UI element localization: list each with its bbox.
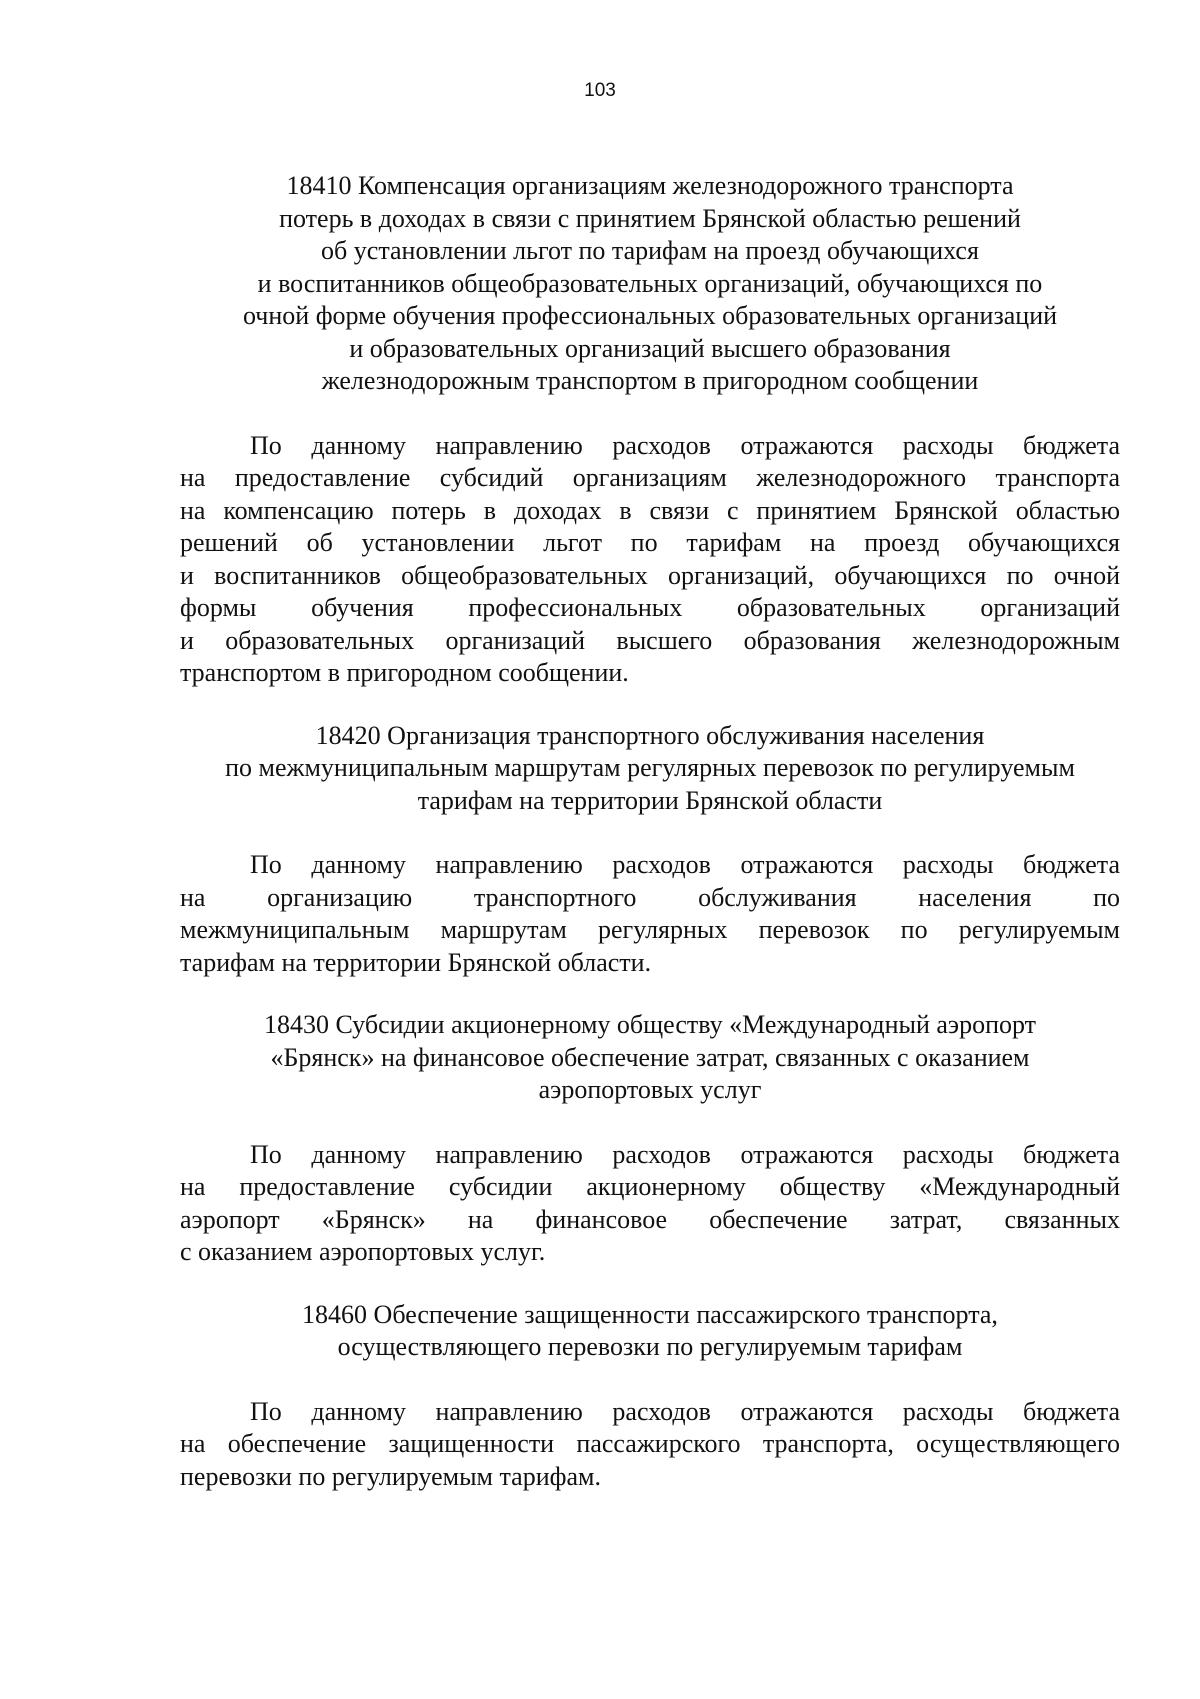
body-line: на обеспечение защищенности пассажирского транспорта, осуществляющего: [180, 1429, 1120, 1458]
heading-line: 18410 Компенсация организациям железнодорожного транспорта: [286, 171, 1014, 200]
heading-line: 18430 Субсидии акционерному обществу «Международный аэропорт: [263, 1010, 1036, 1039]
heading-line: 18420 Организация транспортного обслуживания населения: [315, 720, 985, 750]
section-body: [180, 430, 1120, 690]
body-line: формы обучения профессиональных образовательных организаций: [180, 593, 1120, 622]
body-line: на компенсацию потерь в доходах в связи с принятием Брянской областью: [180, 495, 1120, 525]
section-body: [180, 849, 1120, 979]
body-line: тарифам на территории Брянской области.: [180, 947, 652, 977]
heading-line: об установлении льгот по тарифам на проезд обучающихся: [321, 236, 979, 265]
heading-line: и воспитанников общеобразовательных организаций, обучающихся по: [257, 268, 1043, 298]
body-line: и образовательных организаций высшего образования железнодорожным: [180, 625, 1120, 655]
body-line: решений об установлении льгот по тарифам на проезд обучающихся: [180, 528, 1120, 557]
heading-line: очной форме обучения профессиональных образовательных организаций: [242, 301, 1058, 330]
section-heading: [180, 1009, 1120, 1107]
body-line: транспортом в пригородном сообщении.: [180, 658, 629, 687]
body-line: перевозки по регулируемым тарифам.: [180, 1461, 601, 1491]
section-body: [180, 1396, 1120, 1494]
body-line: на предоставление субсидии акционерному обществу «Международный: [180, 1172, 1120, 1201]
body-line: на организацию транспортного обслуживания населения по: [180, 882, 1120, 912]
section-18460: [180, 1299, 1120, 1494]
heading-line: осуществляющего перевозки по регулируемым тарифам: [337, 1332, 963, 1361]
heading-line: потерь в доходах в связи с принятием Брянской областью решений: [279, 203, 1021, 233]
heading-line: по межмуниципальным маршрутам регулярных перевозок по регулируемым: [225, 753, 1075, 782]
body-line: с оказанием аэропортовых услуг.: [180, 1237, 546, 1266]
body-line: По данному направлению расходов отражаются расходы бюджета: [250, 1396, 1120, 1426]
heading-line: и образовательных организаций высшего образования: [349, 333, 951, 363]
body-line: По данному направлению расходов отражаются расходы бюджета: [250, 430, 1120, 460]
section-heading: [180, 1299, 1120, 1364]
heading-line: аэропортовых услуг: [538, 1075, 762, 1104]
section-heading: [180, 170, 1120, 398]
body-line: По данному направлению расходов отражаются расходы бюджета: [250, 1139, 1120, 1169]
section-heading: [180, 720, 1120, 818]
heading-line: 18460 Обеспечение защищенности пассажирского транспорта,: [302, 1299, 998, 1329]
body-line: и воспитанников общеобразовательных организаций, обучающихся по очной: [180, 560, 1120, 590]
section-18430: [180, 1009, 1120, 1269]
section-body: [180, 1139, 1120, 1269]
body-line: По данному направлению расходов отражаются расходы бюджета: [250, 850, 1120, 879]
document-content: [180, 170, 1120, 1493]
page-number: 103: [584, 80, 616, 101]
body-line: межмуниципальным маршрутам регулярных перевозок по регулируемым: [180, 915, 1120, 944]
body-line: на предоставление субсидий организациям железнодорожного транспорта: [180, 463, 1120, 492]
heading-line: тарифам на территории Брянской области: [417, 785, 883, 815]
section-18420: [180, 720, 1120, 980]
heading-line: «Брянск» на финансовое обеспечение затрат, связанных с оказанием: [270, 1042, 1030, 1072]
body-line: аэропорт «Брянск» на финансовое обеспечение затрат, связанных: [180, 1204, 1120, 1234]
heading-line: железнодорожным транспортом в пригородном сообщении: [321, 366, 979, 395]
section-18410: [180, 170, 1120, 690]
